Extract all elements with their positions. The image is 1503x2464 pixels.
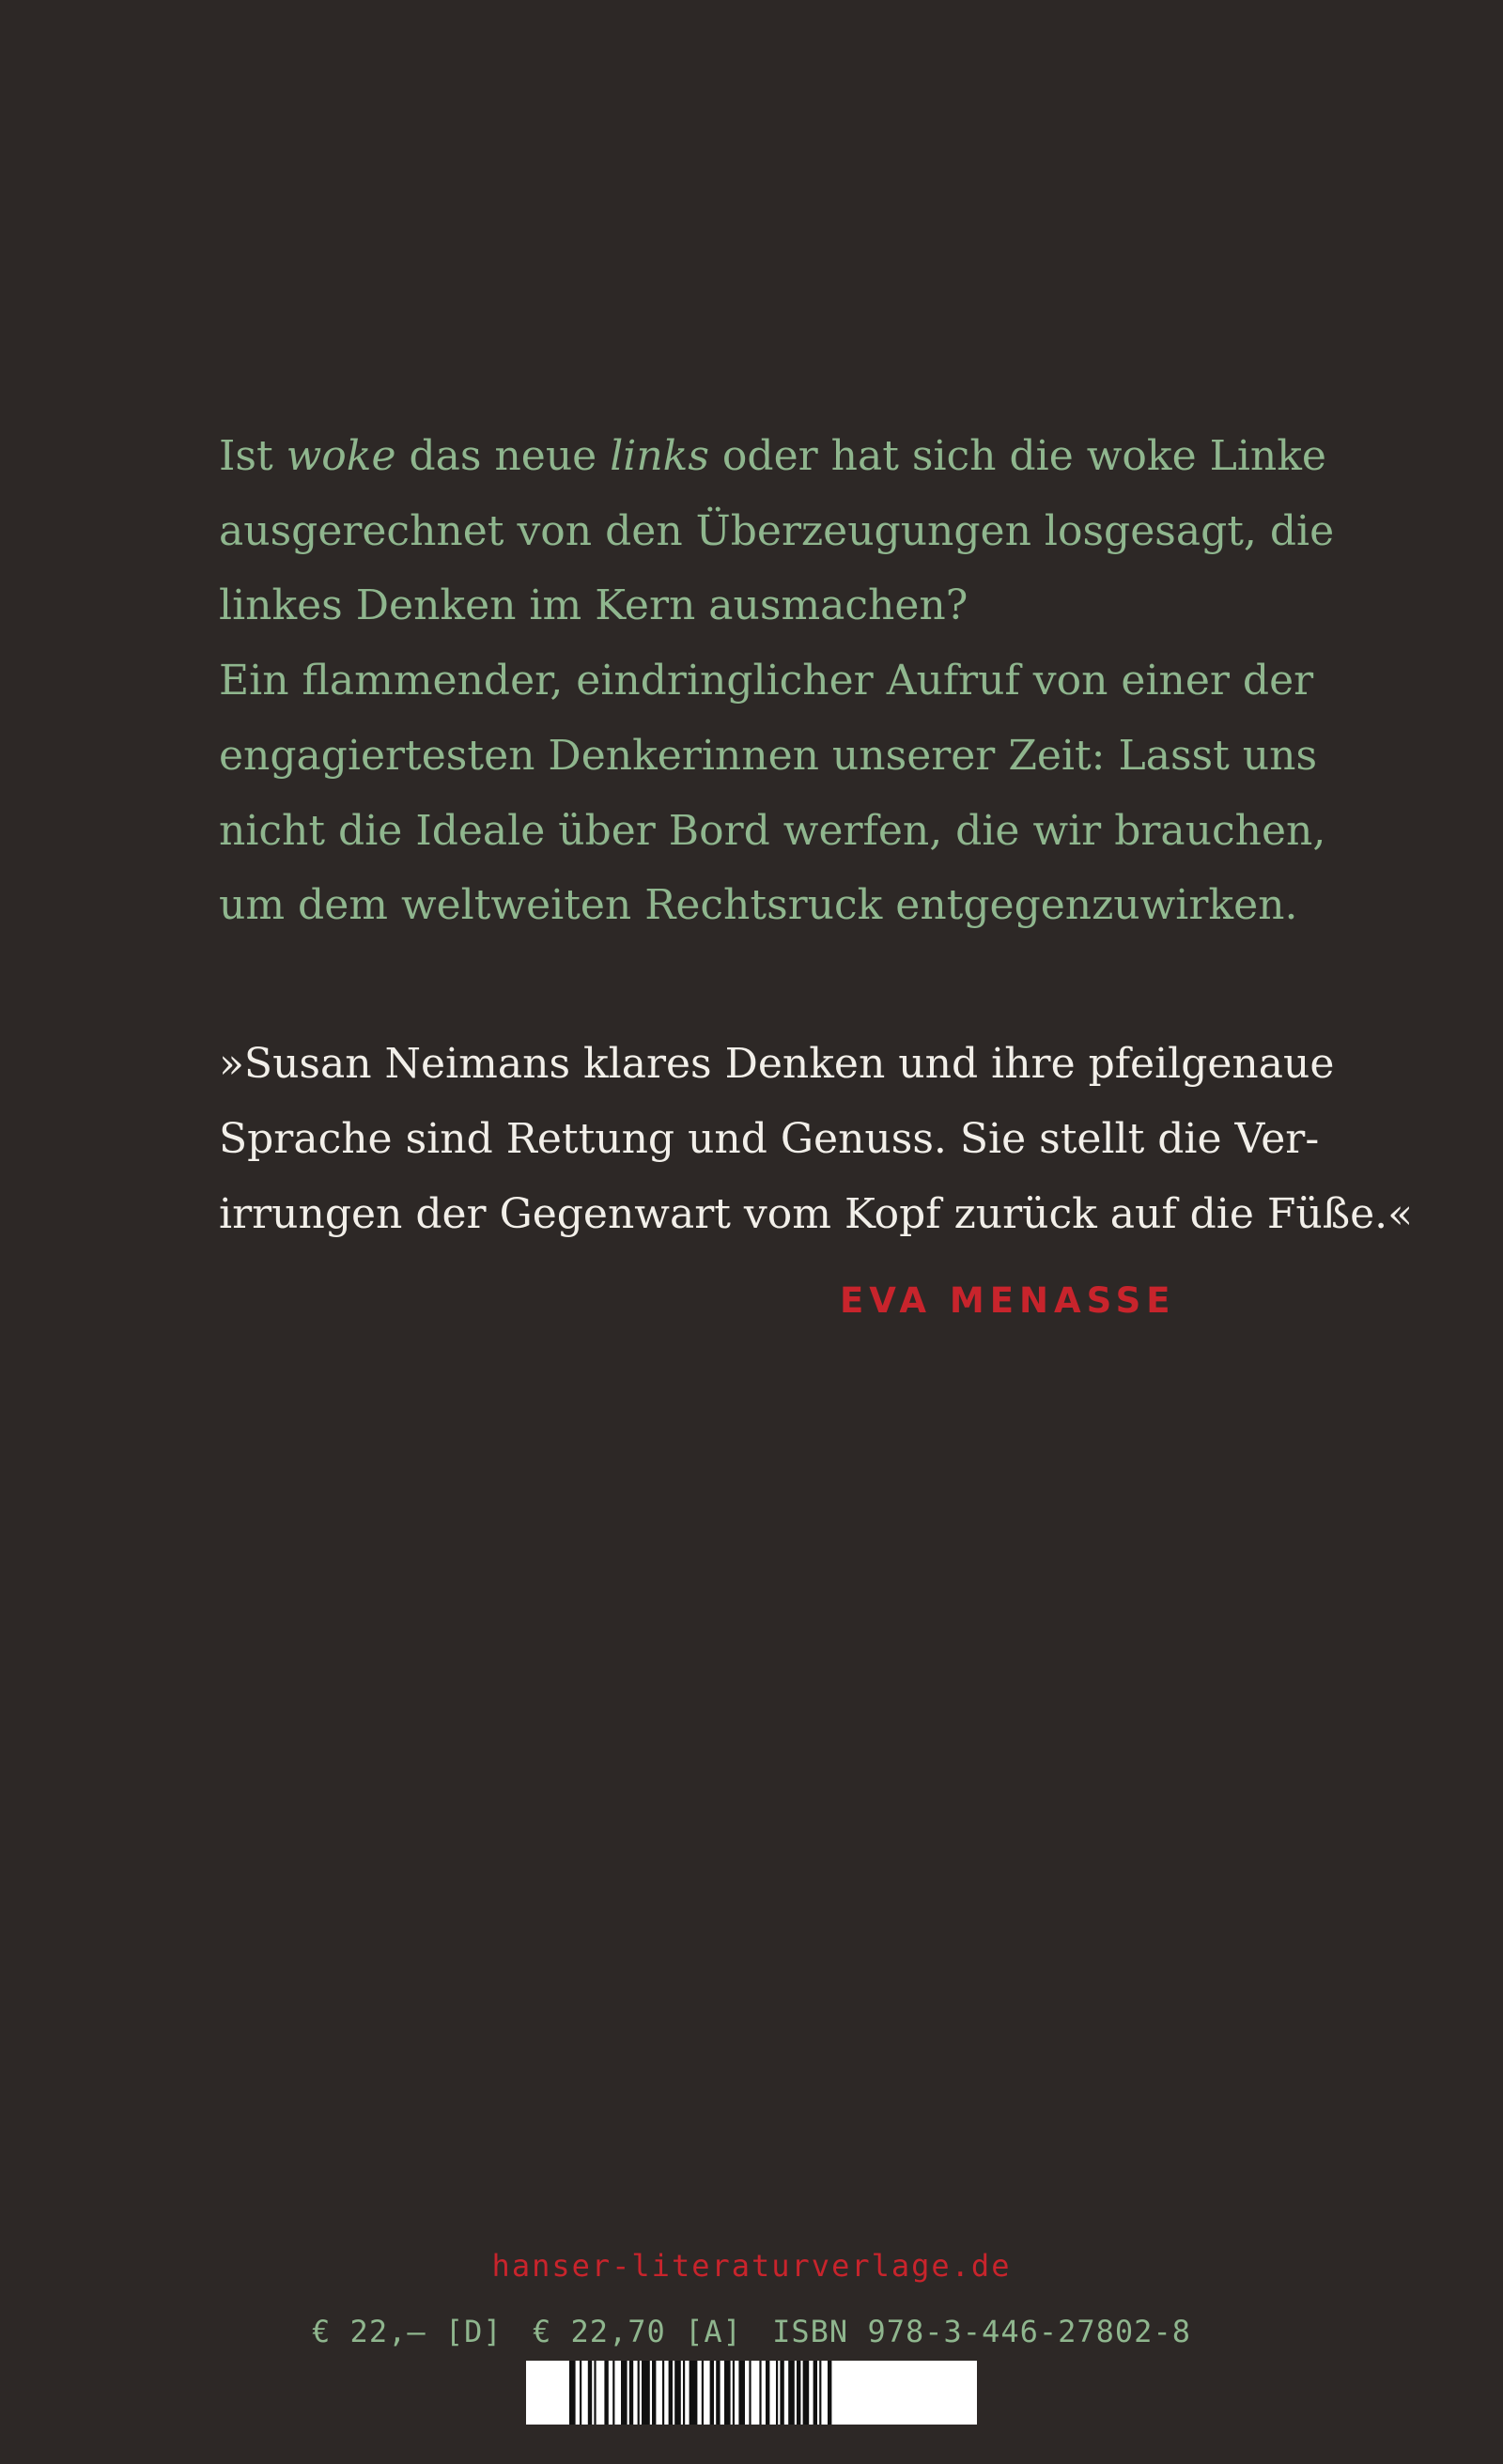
- barcode-bar: [638, 2361, 640, 2425]
- blurb-line-7: um dem weltweiten Rechtsruck entgegenzuwirken.: [219, 881, 1298, 930]
- blurb-text: [219, 419, 1346, 943]
- barcode-bar: [759, 2361, 761, 2425]
- barcode-bar: [828, 2361, 831, 2425]
- barcode-bar: [733, 2361, 735, 2425]
- barcode-bar: [716, 2361, 720, 2425]
- barcode-bar: [710, 2361, 714, 2425]
- barcode-bar: [621, 2361, 628, 2425]
- price-germany: € 22,– [D]: [312, 2314, 503, 2349]
- blurb-word-woke: woke: [286, 432, 396, 480]
- publisher-website: hanser-literaturverlage.de: [491, 2248, 1012, 2284]
- barcode-bar: [780, 2361, 783, 2425]
- review-quote: [219, 1027, 1414, 1252]
- quote-line-2: Sprache sind Rettung und Genuss. Sie stellt die Ver-: [219, 1115, 1320, 1163]
- blurb-line-3: linkes Denken im Kern ausmachen?: [219, 581, 968, 630]
- barcode-bar: [604, 2361, 608, 2425]
- barcode-bar: [674, 2361, 681, 2425]
- blurb-line-1-part-a: Ist: [219, 432, 287, 480]
- barcode-bar: [724, 2361, 731, 2425]
- barcode: [526, 2361, 977, 2425]
- barcode-bar: [690, 2361, 698, 2425]
- blurb-line-1: [219, 419, 1346, 494]
- barcode-bar: [683, 2361, 685, 2425]
- barcode-bar: [580, 2361, 581, 2425]
- barcode-bar: [702, 2361, 704, 2425]
- blurb-line-2: ausgerechnet von den Überzeugungen losgesagt, die: [219, 506, 1335, 555]
- barcode-bar: [749, 2361, 751, 2425]
- price-austria: € 22,70 [A]: [532, 2314, 742, 2349]
- blurb-word-links: links: [610, 432, 709, 480]
- price-isbn-line: [0, 2314, 1503, 2349]
- barcode-bar: [629, 2361, 633, 2425]
- barcode-bar: [642, 2361, 650, 2425]
- barcode-bar: [776, 2361, 778, 2425]
- barcode-bar: [569, 2361, 576, 2425]
- barcode-bar: [819, 2361, 821, 2425]
- barcode-bar: [669, 2361, 673, 2425]
- quote-author: EVA MENASSE: [840, 1280, 1176, 1321]
- blurb-line-1-part-c: das neue: [395, 432, 611, 480]
- barcode-bar: [612, 2361, 614, 2425]
- barcode-bar: [662, 2361, 664, 2425]
- barcode-bar: [813, 2361, 817, 2425]
- barcode-bar: [788, 2361, 795, 2425]
- quote-line-3: irrungen der Gegenwart vom Kopf zurück auf die Füße.«: [219, 1190, 1414, 1238]
- barcode-bar: [652, 2361, 656, 2425]
- isbn-number: ISBN 978-3-446-27802-8: [772, 2314, 1191, 2349]
- blurb-line-5: engagiertesten Denkerinnen unserer Zeit: Lasst uns: [219, 731, 1318, 780]
- barcode-bar: [797, 2361, 800, 2425]
- blurb-line-6: nicht die Ideale über Bord werfen, die wir brauchen,: [219, 806, 1326, 855]
- barcode-bar: [594, 2361, 596, 2425]
- barcode-bar: [738, 2361, 745, 2425]
- barcode-bar: [588, 2361, 592, 2425]
- barcode-bar: [803, 2361, 810, 2425]
- blurb-line-1-part-e: oder hat sich die woke Linke: [708, 432, 1326, 480]
- barcode-bar: [766, 2361, 769, 2425]
- quote-line-1: »Susan Neimans klares Denken und ihre pfeilgenaue: [219, 1040, 1335, 1088]
- barcode-graphic: [526, 2361, 977, 2425]
- blurb-line-4: Ein flammender, eindringlicher Aufruf von einer der: [219, 657, 1314, 705]
